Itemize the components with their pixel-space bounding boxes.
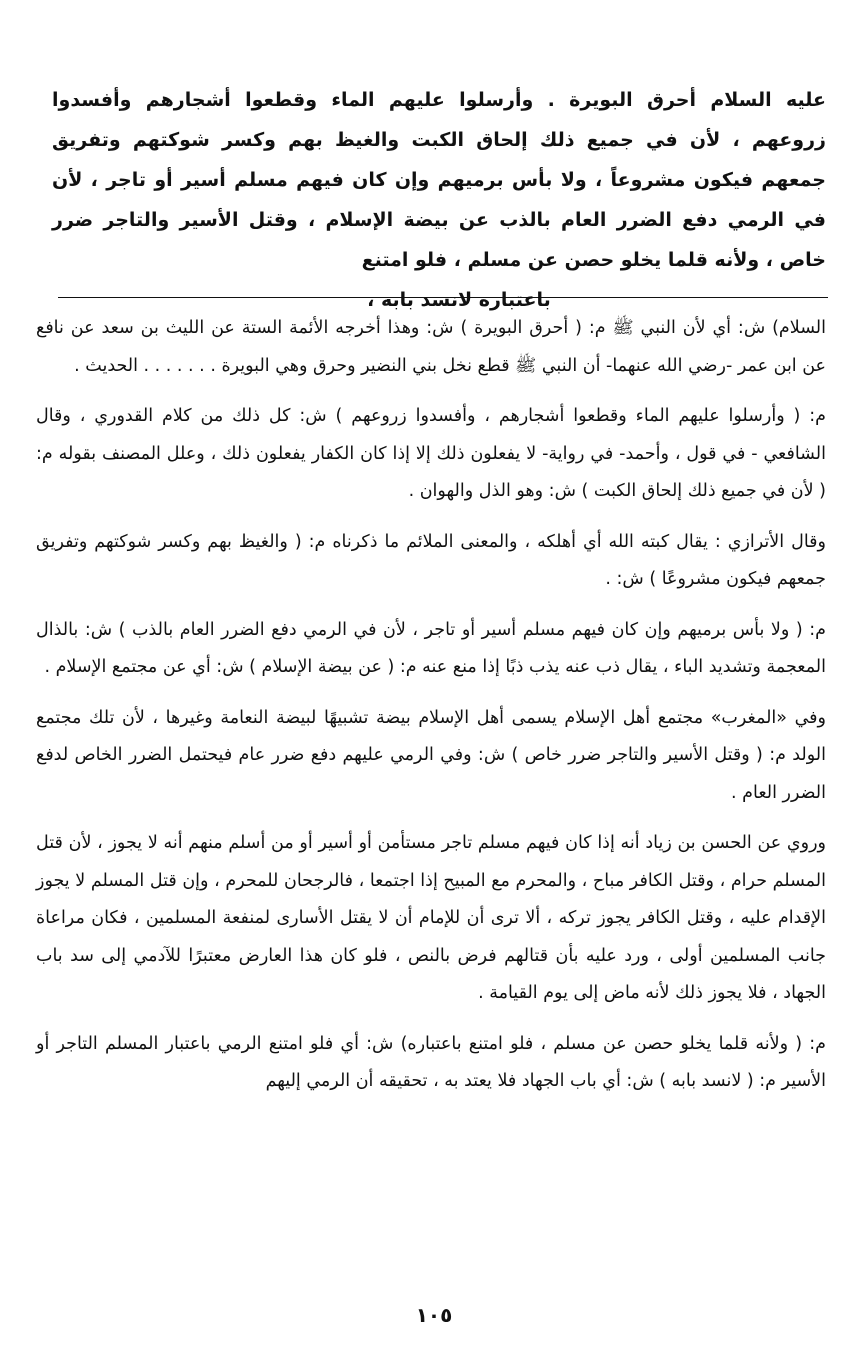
main-text-body: عليه السلام أحرق البويرة . وأرسلوا عليهم الماء وقطعوا أشجارهم وأفسدوا زروعهم ، لأن في جميع ذلك إلحاق الكبت والغيظ بهم وكسر شوكتهم وتفريق جمعهم فيكون مشروعاً ، ولا بأس برميهم وإن كان فيهم مسلم أسير أو تاجر ، لأن في الرمي دفع الضرر العام بالذب عن بيضة الإسلام ، وقتل الأسير والتاجر ضرر خاص ، ولأنه قلما يخلو حصن عن مسلم ، فلو امتنع <box>52 89 826 271</box>
commentary-paragraph: وروي عن الحسن بن زياد أنه إذا كان فيهم مسلم تاجر مستأمن أو أسير أو من أسلم منهم أنه لا يجوز ، لأن قتل المسلم حرام ، وقتل الكافر مباح ، والمحرم مع المبيح إذا اجتمعا ، فالرجحان للمحرم ، وإن قتل المسلم لا يجوز الإقدام عليه ، وقتل الكافر يجوز تركه ، ألا ترى أن للإمام أن لا يقتل الأسارى لمنفعة المسلمين ، فكان مراعاة جانب المسلمين أولى ، ورد عليه بأن قتالهم فرض بالنص ، فلو كان هذا العارض معتبرًا للآدمي إلى سد باب الجهاد ، فلا يجوز ذلك لأنه ماض إلى يوم القيامة . <box>36 833 826 1003</box>
commentary-paragraph: وقال الأترازي : يقال كبته الله أي أهلكه ، والمعنى الملائم ما ذكرناه م: ( والغيظ بهم وكسر شوكتهم وتفريق جمعهم فيكون مشروعًا ) ش: . <box>36 531 826 589</box>
main-text-last-line: باعتباره لانسد بابه ، <box>367 289 551 311</box>
page-number: ١٠٥ <box>415 1303 453 1327</box>
commentary-paragraph: م: ( ولا بأس برميهم وإن كان فيهم مسلم أسير أو تاجر ، لأن في الرمي دفع الضرر العام بالذب ) ش: بالذال المعجمة وتشديد الباء ، يقال ذب عنه يذب ذبًا إذا منع عنه م: ( عن بيضة الإسلام ) ش: أي عن مجتمع الإسلام . <box>36 619 826 677</box>
commentary-block <box>36 310 826 1114</box>
commentary-paragraph: وفي «المغرب» مجتمع أهل الإسلام يسمى أهل الإسلام بيضة تشبيهًا لبيضة النعامة وغيرها ، لأن تلك مجتمع الولد م: ( وقتل الأسير والتاجر ضرر خاص ) ش: وفي الرمي عليهم دفع ضرر عام فيحتمل الضرر الخاص لدفع الضرر العام . <box>36 707 826 803</box>
main-text-block <box>52 80 826 320</box>
separator-rule <box>58 297 828 298</box>
commentary-paragraph: م: ( وأرسلوا عليهم الماء وقطعوا أشجارهم ، وأفسدوا زروعهم ) ش: كل ذلك من كلام القدوري ، وقال الشافعي - في قول ، وأحمد- في رواية- لا يفعلون ذلك إلا إذا كان الكفار يفعلون ذلك ، وعلل المصنف بقوله م: ( لأن في جميع ذلك إلحاق الكبت ) ش: وهو الذل والهوان . <box>36 406 826 501</box>
commentary-paragraph: السلام) ش: أي لأن النبي ﷺ م: ( أحرق البويرة ) ش: وهذا أخرجه الأئمة الستة عن الليث بن سعد عن نافع عن ابن عمر -رضي الله عنهما- أن النبي ﷺ قطع نخل بني النضير وحرق وهي البويرة . . . . . . . الحديث . <box>36 318 826 376</box>
commentary-paragraph: م: ( ولأنه قلما يخلو حصن عن مسلم ، فلو امتنع باعتباره) ش: أي فلو امتنع الرمي باعتبار المسلم التاجر أو الأسير م: ( لانسد بابه ) ش: أي باب الجهاد فلا يعتد به ، تحقيقه أن الرمي إليهم <box>36 1033 826 1091</box>
